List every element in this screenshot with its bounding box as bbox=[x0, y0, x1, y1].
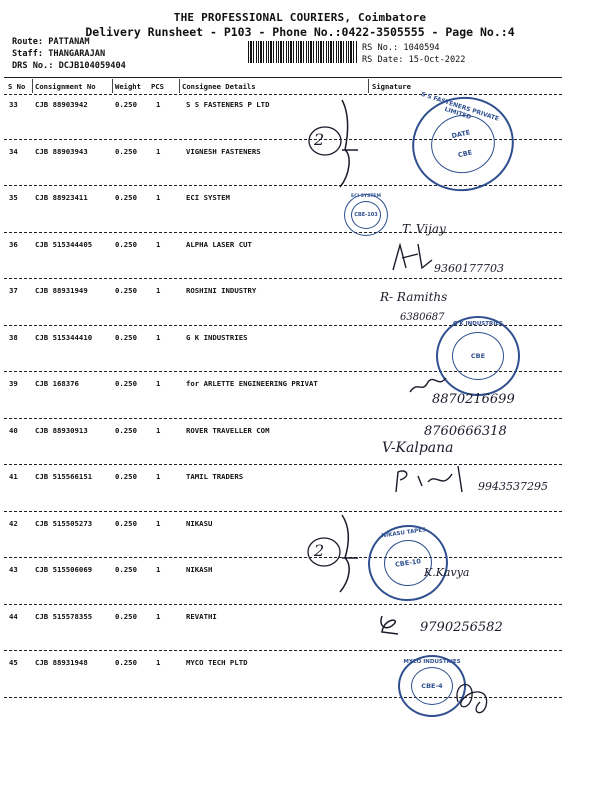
row-weight: 0.250 bbox=[115, 518, 137, 528]
row-divider bbox=[4, 232, 562, 233]
handwritten-signature bbox=[392, 460, 482, 500]
col-consignment: Consignment No bbox=[35, 82, 96, 91]
col-weight: Weight bbox=[115, 82, 141, 91]
handwritten-name: T. Vijay bbox=[402, 222, 446, 236]
row-sno: 36 bbox=[9, 239, 18, 249]
row-divider bbox=[4, 650, 562, 651]
row-pcs: 1 bbox=[156, 565, 161, 574]
row-weight: 0.250 bbox=[115, 146, 137, 156]
row-pcs: 1 bbox=[156, 658, 161, 667]
handwritten-name: R- Ramiths bbox=[380, 290, 448, 304]
route-label: Route: PATTANAM bbox=[12, 37, 90, 47]
row-consignment-no: CJB 515566151 bbox=[35, 472, 93, 481]
stamp-eci-system bbox=[344, 194, 388, 236]
stamp-bottom-text: CBE bbox=[457, 148, 473, 160]
handwritten-phone: 6380687 bbox=[400, 312, 445, 323]
staff-label: Staff: THANGARAJAN bbox=[12, 49, 106, 59]
row-pcs: 1 bbox=[156, 146, 161, 156]
row-sno: 42 bbox=[9, 518, 18, 528]
handwritten-signature bbox=[388, 240, 448, 275]
handwritten-bracket-mark bbox=[300, 510, 370, 600]
row-consignment-no: CJB 515578355 bbox=[35, 611, 93, 621]
row-sno: 38 bbox=[9, 332, 18, 342]
runsheet-title: Delivery Runsheet - P103 - Phone No.:0422-3505555 - Page No.:4 bbox=[85, 25, 515, 39]
row-consignee: TAMIL TRADERS bbox=[186, 472, 244, 481]
handwritten-count: 2 bbox=[314, 541, 325, 560]
row-consignee: ECI SYSTEM bbox=[186, 193, 230, 202]
handwritten-signature bbox=[450, 672, 500, 722]
row-divider bbox=[4, 604, 562, 605]
row-pcs: 1 bbox=[156, 332, 161, 342]
row-weight: 0.250 bbox=[115, 100, 137, 109]
col-divider bbox=[112, 79, 113, 93]
row-pcs: 1 bbox=[156, 425, 161, 435]
row-weight: 0.250 bbox=[115, 425, 137, 435]
row-weight: 0.250 bbox=[115, 472, 137, 481]
stamp-center-text: CBE-103 bbox=[354, 212, 378, 218]
handwritten-phone: 9943537295 bbox=[478, 480, 548, 493]
col-pcs: PCS bbox=[151, 82, 164, 91]
stamp-ring-text: G K INDUSTRIES bbox=[453, 321, 503, 327]
barcode bbox=[248, 41, 358, 63]
row-pcs: 1 bbox=[156, 379, 161, 388]
row-consignee: S S FASTENERS P LTD bbox=[186, 100, 270, 109]
row-consignee: REVATHI bbox=[186, 611, 217, 621]
handwritten-phone: 9360177703 bbox=[434, 262, 504, 275]
row-consignee: ROSHINI INDUSTRY bbox=[186, 286, 257, 295]
stamp-center-text: CBE bbox=[470, 352, 486, 360]
handwritten-phone: 8760666318 bbox=[424, 424, 507, 439]
row-consignee: VIGNESH FASTENERS bbox=[186, 146, 261, 156]
row-weight: 0.250 bbox=[115, 239, 137, 249]
row-consignment-no: CJB 515506069 bbox=[35, 565, 93, 574]
col-divider bbox=[368, 79, 369, 93]
handwritten-signature bbox=[376, 612, 406, 642]
handwritten-phone: 8870216699 bbox=[432, 392, 515, 407]
row-consignment-no: CJB 88903943 bbox=[35, 146, 88, 156]
row-consignee: ALPHA LASER CUT bbox=[186, 239, 252, 249]
row-consignment-no: CJB 515505273 bbox=[35, 518, 93, 528]
row-divider bbox=[4, 511, 562, 512]
stamp-nikasu bbox=[363, 520, 453, 606]
row-weight: 0.250 bbox=[115, 332, 137, 342]
rs-number: RS No.: 1040594 bbox=[362, 43, 440, 53]
row-weight: 0.250 bbox=[115, 193, 137, 202]
stamp-ring-text: MYCO INDUSTRIES bbox=[403, 659, 461, 665]
row-consignment-no: CJB 515344410 bbox=[35, 332, 93, 342]
row-consignment-no: CJB 515344405 bbox=[35, 239, 93, 249]
row-consignment-no: CJB 168376 bbox=[35, 379, 79, 388]
stamp-center-text: DATE bbox=[450, 128, 471, 141]
row-sno: 40 bbox=[9, 425, 18, 435]
row-sno: 45 bbox=[9, 658, 18, 667]
rs-date: RS Date: 15-Oct-2022 bbox=[362, 55, 466, 65]
col-consignee: Consignee Details bbox=[182, 82, 256, 91]
row-consignee: MYCO TECH PLTD bbox=[186, 658, 248, 667]
row-consignment-no: CJB 88930913 bbox=[35, 425, 88, 435]
row-consignment-no: CJB 88931948 bbox=[35, 658, 88, 667]
row-weight: 0.250 bbox=[115, 379, 137, 388]
stamp-ring-text: ECI SYSTEM bbox=[351, 194, 381, 199]
row-weight: 0.250 bbox=[115, 658, 137, 667]
drs-label: DRS No.: DCJB104059404 bbox=[12, 61, 126, 71]
handwritten-bracket-mark bbox=[300, 95, 370, 195]
row-sno: 37 bbox=[9, 286, 18, 295]
row-sno: 34 bbox=[9, 146, 18, 156]
row-pcs: 1 bbox=[156, 100, 161, 109]
stamp-gk-industries bbox=[436, 316, 520, 396]
col-divider bbox=[32, 79, 33, 93]
row-consignee: G K INDUSTRIES bbox=[186, 332, 248, 342]
row-consignment-no: CJB 88931949 bbox=[35, 286, 88, 295]
stamp-ring-text: NIKASU TAPES bbox=[381, 527, 427, 540]
row-pcs: 1 bbox=[156, 286, 161, 295]
header-bottom-rule bbox=[4, 94, 562, 95]
row-pcs: 1 bbox=[156, 472, 161, 481]
row-divider bbox=[4, 278, 562, 279]
row-pcs: 1 bbox=[156, 193, 161, 202]
stamp-ring-text: S S FASTENERS PRIVATE LIMITED bbox=[420, 90, 500, 123]
row-consignment-no: CJB 88903942 bbox=[35, 100, 88, 109]
company-title: THE PROFESSIONAL COURIERS, Coimbatore bbox=[173, 11, 427, 24]
col-divider bbox=[179, 79, 180, 93]
stamp-center-text: CBE-10 bbox=[394, 557, 422, 569]
row-weight: 0.250 bbox=[115, 565, 137, 574]
handwritten-signature bbox=[408, 370, 448, 400]
row-sno: 39 bbox=[9, 379, 18, 388]
row-pcs: 1 bbox=[156, 239, 161, 249]
row-consignee: NIKASU bbox=[186, 518, 213, 528]
row-consignee: ROVER TRAVELLER COM bbox=[186, 425, 270, 435]
handwritten-phone: 9790256582 bbox=[420, 620, 503, 635]
row-divider bbox=[4, 557, 562, 558]
handwritten-signature: K.Kavya bbox=[424, 566, 470, 579]
col-signature: Signature bbox=[372, 82, 411, 91]
col-sno: S No bbox=[8, 82, 26, 91]
row-weight: 0.250 bbox=[115, 286, 137, 295]
row-divider bbox=[4, 418, 562, 419]
row-pcs: 1 bbox=[156, 518, 161, 528]
row-sno: 33 bbox=[9, 100, 18, 109]
row-consignee: for ARLETTE ENGINEERING PRIVAT bbox=[186, 379, 318, 388]
row-sno: 35 bbox=[9, 193, 18, 202]
row-pcs: 1 bbox=[156, 611, 161, 621]
row-consignee: NIKASH bbox=[186, 565, 213, 574]
row-sno: 41 bbox=[9, 472, 18, 481]
stamp-ss-fasteners bbox=[403, 87, 522, 200]
row-sno: 43 bbox=[9, 565, 18, 574]
header-top-rule bbox=[4, 77, 562, 78]
row-sno: 44 bbox=[9, 611, 18, 621]
stamp-center-text: CBE-4 bbox=[421, 682, 443, 690]
handwritten-count: 2 bbox=[314, 130, 325, 149]
row-consignment-no: CJB 88923411 bbox=[35, 193, 88, 202]
handwritten-name: V-Kalpana bbox=[382, 440, 454, 456]
row-weight: 0.250 bbox=[115, 611, 137, 621]
